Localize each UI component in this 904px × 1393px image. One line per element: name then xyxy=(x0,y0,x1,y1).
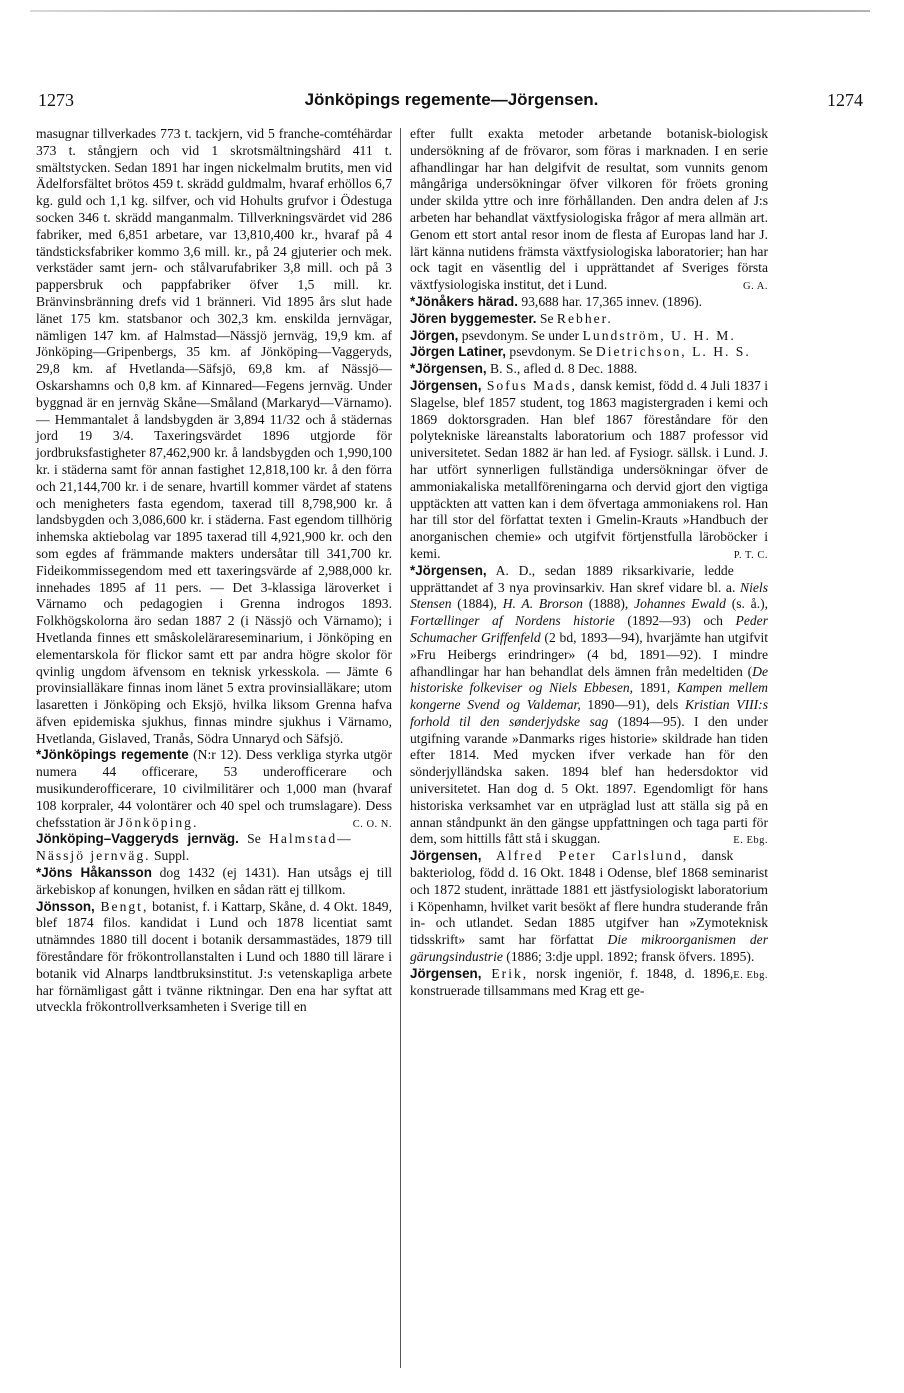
entry-headword: *Jörgensen, xyxy=(410,562,487,578)
continued-paragraph: efter fullt exakta metoder arbetande botanisk-biologisk undersökning af de frövaror, som föras i marknaden. I en serie afhandlingar har han delgifvit de resultat, som vunnits genom mångåriga undersökningar öfver vilkoren för fröets groning under skilda yttre och inre förhållanden. Den andra delen af J:s arbeten har behandlat växtfysiologiska frågor af mera allmän art. Genom ett stort antal resor inom de flesta af Europas land har J. lärt känna nutidens främsta växtfysiologiska laboratorier; han har ock tagit en väsentlig del i upprättandet af Sveriges första växtfysiologiska institut, det i Lund. G. A. xyxy=(410,126,768,293)
entry-jorgensen-erik: Jörgensen, Erik, norsk ingeniör, f. 1848, d. 1896, konstruerade tillsammans med Krag ett ge- xyxy=(410,965,734,998)
continued-paragraph: masugnar tillverkades 773 t. tackjern, vid 5 franche-comtéhärdar 373 t. stångjern och vid 1 skrotsmältningshärd 411 t. smältstycken. Sedan 1891 har ingen nickelmalm brutits, men vid Ädelforsfältet brötos 459 t. skrädd guldmalm, hvaraf erhöllos 6,7 kg. guld och 1,1 kg. silfver, och vid Hohults grufvor i Ödestuga socken 346 t. skrädd manganmalm. Tillverkningsvärdet vid 286 fabriker, med 6,851 arbetare, var 13,810,400 kr., hvaraf på 4 tändsticksfabriker kommo 3,6 mill. kr., på 24 gjuterier och mek. verkstäder samt jern- och stålvarufabriker 3,8 mill. och på 3 pappersbruk och pappfabriker öfver 1,5 mill. kr. Bränvinsbränning drefs vid 1 bränneri. Vid 1895 års slut hade länet 175 km. statsbanor och 302,3 km. enskilda jernvägar, nämligen 147 km. af Halmstad—Nässjö jernväg, 19,9 km. af Jönköping—Gripenbergs, 35 km. af Jönköping—Vaggeryds, 29,8 km. af Hvetlanda—Säfsjö, 69,8 km. af Nässjö—Oskarshamns och 0,8 km. af Kinnared—Fegens jernväg. Under byggnad är en jernväg Skåne—Småland (Markaryd—Värnamo). — Hemmantalet å landsbygden är 3,894 11/32 och å städernas jord 19 3/4. Taxeringsvärdet 1896 utgjorde för jordbruksfastigheter 87,462,900 kr. å landsbygden och 1,990,100 kr. i städerna samt för annan fastighet 12,818,100 kr. å den förra och 21,144,700 kr. i de senare, hvartill kommer värdet af statens och menigheters fasta egendom, taxerad till 8,798,900 kr. å landsbygden och 3,086,600 kr. i städerna. Fast egendom tillhörig inhemska aktiebolag var 1895 taxerad till 4,921,900 kr. och den som egdes af främmande makters undersåtar till 341,700 kr. Fideikommissegendom med ett taxeringsvärde af 2,988,000 kr. innehades 1895 af 11 pers. — Det 3-klassiga läroverket i Värnamo och pedagogien i Grenna indrogos 1893. Folkhögskolorna äro sedan 1887 2 (i Nässjö och Värnamo); i Hvetlanda finnes ett småskolelärareseminarium, i Jönköping en elementarskola för flickor samt ett par andra högre skolor för qvinlig ungdom äfvensom en teknisk yrkesskola. — Jämte 6 provinsialläkare finnas inom länet 5 extra provinsialläkare; utom lasaretten i Jönköping och Eksjö, hvilka liksom Grenna hafva äfven epidemiska sjukhus, finnas mindre sjukhus i Värnamo, Hvetlanda, Gislaved, Tranås, Södra Unnaryd och Säfsjö. xyxy=(36,126,392,746)
entry-jonkoping-vaggeryds-jernvag: Jönköping–Vaggeryds jernväg. Se Halmstad—Nässjö jernväg. Suppl. xyxy=(36,831,353,864)
scan-edge-line xyxy=(30,10,870,12)
entry-headword: Jörgensen, xyxy=(410,848,482,864)
entry-headword: Jörgen Latiner, xyxy=(410,344,506,360)
entry-headword: *Jönåkers härad. xyxy=(410,293,518,309)
work-title: Die mikroorganismen der gärungsindustrie xyxy=(410,932,768,965)
work-title: Kampen mellem kongerne Svend og Valdemar, xyxy=(410,680,768,713)
column-divider xyxy=(400,128,401,1368)
entry-jorgen-latiner: Jörgen Latiner, psevdonym. Se Dietrichson, L. H. S. xyxy=(410,344,751,360)
author-signature: P. T. C. xyxy=(733,549,768,561)
entry-headword: Jönköping–Vaggeryds jernväg. xyxy=(36,831,239,847)
entry-headword: *Jöns Håkansson xyxy=(36,865,152,881)
entry-joren-byggemester: Jören byggemester. Se Rebher. xyxy=(410,310,613,326)
work-title: Peder Schumacher Griffenfeld xyxy=(410,613,768,645)
cross-reference: Lundström, U. H. M. xyxy=(582,327,736,343)
work-title: Fortællinger af Nordens historie xyxy=(410,613,615,629)
work-title: Niels Stensen xyxy=(410,579,768,612)
entry-jonkopings-regemente: *Jönköpings regemente (N:r 12). Dess verkliga styrka utgör numera 44 officerare, 53 underofficerare och musikunderofficerare, 10 civilmilitärer och 1,000 man (hvaraf 108 korpraler, 44 volontärer och 40 spel och trumslagare). Dess chefsstation är Jönköping. C. O. N. xyxy=(36,747,392,830)
left-column xyxy=(36,126,392,1016)
author-signature: C. O. N. xyxy=(352,818,392,830)
entry-jonakers-harad: *Jönåkers härad. 93,688 har. 17,365 innev. (1896). xyxy=(410,293,703,309)
entry-headword: Jörgen, xyxy=(410,327,459,343)
work-title: H. A. Brorson xyxy=(502,596,583,612)
entry-headword: Jörgensen, xyxy=(410,965,482,981)
author-signature: E. Ebg. xyxy=(733,969,768,981)
entry-headword: Jören byggemester. xyxy=(410,310,537,326)
entry-headword: Jönsson, xyxy=(36,898,95,914)
work-title: Johannes Ewald xyxy=(634,596,726,612)
person-name: Alfred Peter Carlslund, xyxy=(481,848,689,864)
page-header xyxy=(34,90,869,116)
entry-jorgensen-bs: *Jörgensen, B. S., afled d. 8 Dec. 1888. xyxy=(410,361,638,377)
author-signature: E. Ebg. xyxy=(733,835,768,847)
person-name: Bengt, xyxy=(94,898,149,914)
entry-jorgensen-alfred: Jörgensen, Alfred Peter Carlslund, dansk bakteriolog, född d. 16 Okt. 1848 i Odense, blef 1868 seminarist och 1872 student, inrättade 1881 ett jästfysiologiskt laboratorium i Köpenhamn, hvilket varit besökt af flere hundra studerande från in- och utlandet. Sedan 1885 utgifver han »Zymoteknisk tidsskrift» samt har författat Die mikroorganismen der gärungsindustrie (1886; 3:dje uppl. 1892; fransk öfvers. 1895). E. Ebg. xyxy=(410,848,768,981)
entry-jorgensen-sofus: Jörgensen, Sofus Mads, dansk kemist, född d. 4 Juli 1837 i Slagelse, blef 1857 student, tog 1863 magistergraden i kemi och 1869 doktorsgraden. Han blef 1867 föreståndare för den polytekniske läreanstalts laboratorium och 1887 professor vid universitetet. Sedan 1882 är han led. af Fysiogr. sällsk. i Lund. J. har utfört synnerligen fullständiga undersökningar öfver de ammoniakaliska metallföreningarna och dervid gjort den vigtiga upptäckten att vatten kan i dem öfvertaga ammoniakens rol. Han har till stor del författat texten i Gmelin-Krauts »Handbuch der anorganischen chemie» och utgifvit förtjenstfulla läroböcker i kemi. P. T. C. xyxy=(410,377,768,561)
work-title: Kristian VIII:s forhold til den sønderjydske sag xyxy=(410,697,768,729)
cross-reference: Halmstad—Nässjö jernväg. xyxy=(36,831,353,864)
page-number-left: 1273 xyxy=(38,90,74,110)
entry-headword: Jörgensen, xyxy=(410,377,482,393)
entry-jorgen: Jörgen, psevdonym. Se under Lundström, U. H. M. xyxy=(410,327,736,343)
work-title: De historiske folkeviser og Niels Ebbesen, xyxy=(410,663,768,696)
entry-jonsson-bengt: Jönsson, Bengt, botanist, f. i Kattarp, Skåne, d. 4 Okt. 1849, blef 1874 filos. kandidat i Lund och 1878 licentiat samt utnämndes 1880 till docent i botanik dersammastädes, 1879 till föreståndare för frökontrollanstalten i Lund och 1880 till lärare i botanik vid Alnarps landtbruksinstitut. J:s vetenskapliga arbete har förnämligast gått i tvänne riktningar. Den ena har syftat att utveckla frökontrollverksamheten i Sverige till en xyxy=(36,898,392,1015)
right-column xyxy=(410,126,768,999)
entry-headword: *Jörgensen, xyxy=(410,361,487,377)
person-name: Erik, xyxy=(481,965,529,981)
cross-reference: Dietrichson, L. H. S. xyxy=(595,344,751,360)
author-signature: G. A. xyxy=(743,281,768,293)
running-title: Jönköpings regemente—Jörgensen. xyxy=(304,90,599,109)
cross-reference: Rebher. xyxy=(556,310,613,326)
person-name: Sofus Mads, xyxy=(481,377,577,393)
entry-jorgensen-ad: *Jörgensen, A. D., sedan 1889 riksarkivarie, ledde upprättandet af 3 nya provinsarkiv. Han skref vidare bl. a. Niels Stensen (1884), H. A. Brorson (1888), Johannes Ewald (s. å.), Fortællinger af Nordens historie (1892—93) och Peder Schumacher Griffenfeld (2 bd, 1893—94), hvarjämte han utgifvit »Fru Heibergs erindringer» (4 bd, 1891—92). I mindre afhandlingar har han behandlat dels ämnen från medeltiden (De historiske folkeviser og Niels Ebbesen, 1891, Kampen mellem kongerne Svend og Valdemar, 1890—91), dels Kristian VIII:s forhold til den sønderjydske sag (1894—95). I den under utgifning varande »Danmarks riges historie» skildrade han tiden efter 1814. Med mycken ifver verkade han för den sönderjylländska saken. 1894 blef han hedersdoktor vid universitetet. Han dog d. 5 Okt. 1897. Egendomligt för hans historiska verksamhet var en utpräglad lust att ställa sig på en annan ståndpunkt än den gängse uppfattningen och taga parti för dem, som hittills fått stå i skuggan. E. Ebg. xyxy=(410,562,769,847)
entry-headword: *Jönköpings regemente xyxy=(36,747,189,763)
entry-jons-hakansson: *Jöns Håkansson dog 1432 (ej 1431). Han utsågs ej till ärkebiskop af konungen, hvilken en sådan rätt ej tillkom. xyxy=(36,865,392,897)
page-number-right: 1274 xyxy=(827,90,863,110)
